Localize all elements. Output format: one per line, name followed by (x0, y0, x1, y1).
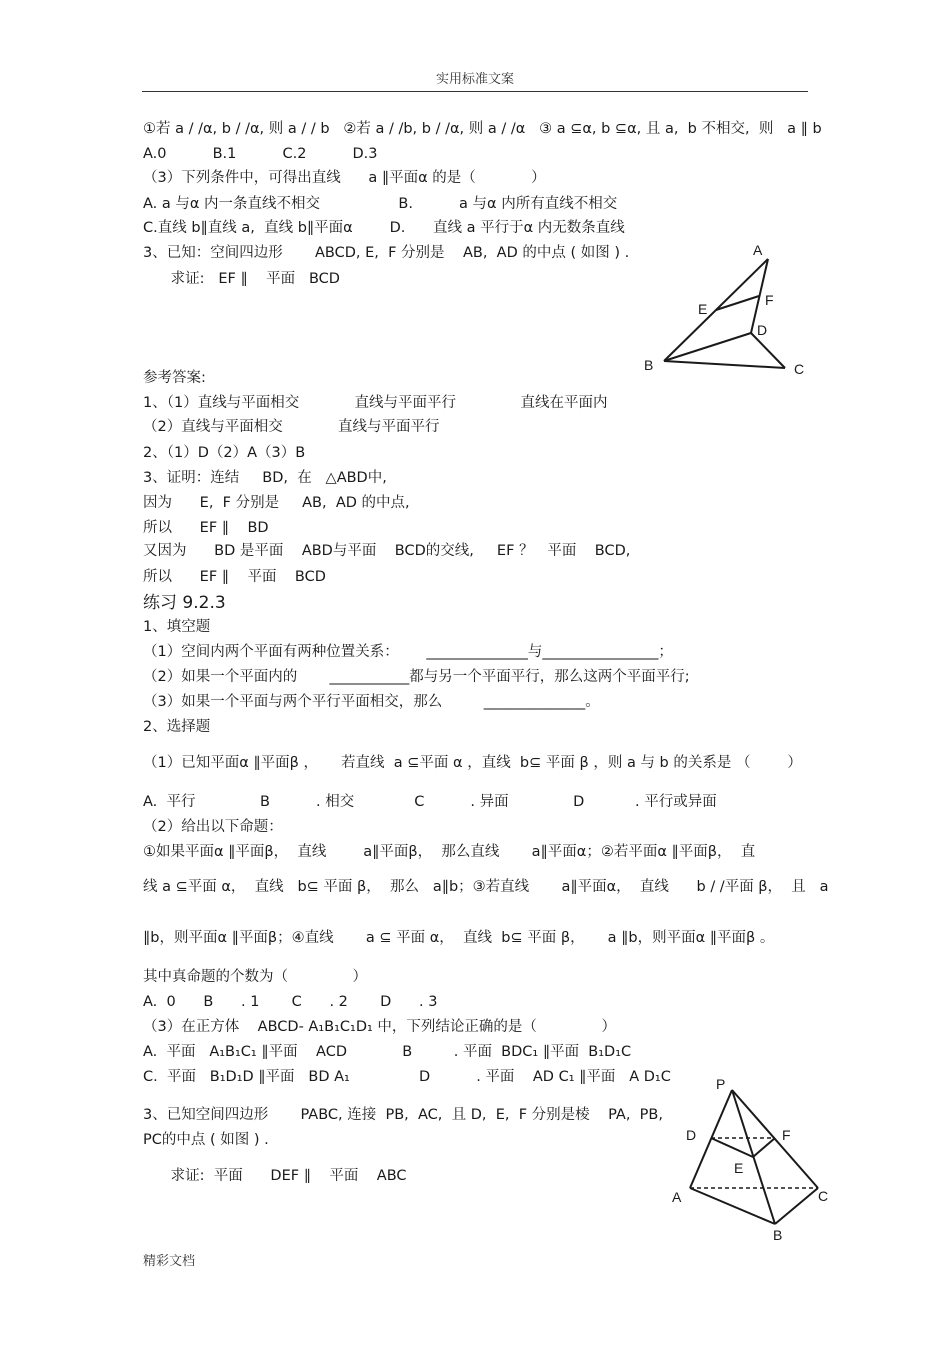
vertex-label: A (672, 1189, 682, 1205)
vertex-label: F (765, 292, 774, 308)
vertex-label: F (782, 1127, 791, 1143)
text-line: 又因为 BD 是平面 ABD与平面 BCD的交线, EF ？ 平面 BCD, (143, 543, 631, 559)
text-line: 1、（1）直线与平面相交 直线与平面平行 直线在平面内 (143, 395, 608, 411)
text-line: （2）给出以下命题： (143, 819, 283, 835)
text-line: A. 0 B . 1 C . 2 D . 3 (143, 994, 438, 1010)
text-line: ①若 a / /α, b / /α, 则 a / / b ②若 a / /b, b / /α, 则 a / /α ③ a ⊆α, b ⊆α, 且 a, b 不相交, 则 a ∥ b (143, 121, 822, 137)
text-line: 线 a ⊆平面 α， 直线 b⊆ 平面 β， 那么 a∥b；③若直线 a∥平面α， 直线 b / /平面 β， 且 a (143, 879, 829, 895)
text-line: 参考答案: (143, 370, 206, 386)
tetrahedron-figure (660, 1072, 840, 1247)
text-line: A. a 与α 内一条直线不相交 B. a 与α 内所有直线不相交 (143, 196, 618, 212)
page-footer: 精彩文档 (143, 1254, 196, 1269)
text-line: （1）空间内两个平面有两种位置关系： ______________与________________； (143, 644, 673, 660)
vertex-label: C (794, 361, 805, 377)
page-header: 实用标准文案 (435, 72, 514, 87)
vertex-label: B (644, 357, 654, 373)
header-divider (142, 91, 808, 92)
text-line: 求证: EF ∥ 平面 BCD (143, 271, 340, 287)
text-line: 其中真命题的个数为（ ） (143, 969, 368, 985)
text-line: 因为 E, F 分别是 AB, AD 的中点, (143, 495, 410, 511)
text-line: A. 平行 B . 相交 C . 异面 D . 平行或异面 (143, 794, 717, 810)
text-line: C. 平面 B₁D₁D ∥平面 BD A₁ D . 平面 AD C₁ ∥平面 A D₁C (143, 1069, 671, 1085)
segment-DE (711, 1138, 753, 1157)
text-line: ∥b，则平面α ∥平面β；④直线 a ⊆ 平面 α， 直线 b⊆ 平面 β， a ∥b，则平面α ∥平面β 。 (143, 930, 775, 946)
vertex-label: B (773, 1227, 783, 1243)
text-line: （2）如果一个平面内的 ___________都与另一个平面平行，那么这两个平面平行; (143, 669, 690, 685)
text-line: 所以 EF ∥ BD (143, 520, 269, 536)
vertex-label: D (757, 322, 768, 338)
text-line: ①如果平面α ∥平面β， 直线 a∥平面β， 那么直线 a∥平面α；②若平面α ∥平面β， 直 (143, 844, 756, 860)
vertex-label: D (686, 1127, 697, 1143)
text-line: 求证: 平面 DEF ∥ 平面 ABC (143, 1168, 407, 1184)
quadrilateral-figure (630, 235, 820, 385)
text-line: C.直线 b∥直线 a, 直线 b∥平面α D. 直线 a 平行于α 内无数条直线 (143, 220, 625, 236)
text-line: （2）直线与平面相交 直线与平面平行 (143, 419, 440, 435)
edge-DC (751, 333, 785, 368)
text-line: 3、证明：连结 BD, 在 △ABD中, (143, 470, 387, 486)
text-line: （3）如果一个平面与两个平行平面相交，那么 ______________。 (143, 694, 600, 710)
text-line: （3）下列条件中，可得出直线 a ∥平面α 的是（ ） (143, 170, 546, 186)
edge-AB (690, 1188, 775, 1224)
text-line: 2、选择题 (143, 719, 211, 735)
text-line: 1、填空题 (143, 619, 211, 635)
section-title: 练习 9.2.3 (143, 593, 226, 613)
vertex-label: C (818, 1188, 829, 1204)
vertex-label: E (698, 301, 708, 317)
text-line: PC的中点 ( 如图 ) . (143, 1132, 269, 1148)
text-line: （1）已知平面α ∥平面β ， 若直线 a ⊆平面 α ，直线 b⊆ 平面 β ，则 a 与 b 的关系是 （ ） (143, 755, 802, 771)
edge-CB (775, 1188, 818, 1224)
text-line: 2、（1）D（2）A（3）B (143, 445, 306, 461)
vertex-label: A (753, 242, 763, 258)
text-line: A.0 B.1 C.2 D.3 (143, 146, 378, 162)
text-line: A. 平面 A₁B₁C₁ ∥平面 ACD B . 平面 BDC₁ ∥平面 B₁D₁C (143, 1044, 632, 1060)
text-line: 所以 EF ∥ 平面 BCD (143, 569, 326, 585)
text-line: 3、已知空间四边形 PABC, 连接 PB, AC, 且 D, E, F 分别是棱 PA, PB, (143, 1107, 663, 1123)
text-line: （3）在正方体 ABCD- A₁B₁C₁D₁ 中，下列结论正确的是（ ） (143, 1019, 616, 1035)
vertex-label: P (716, 1076, 726, 1092)
vertex-label: E (734, 1160, 744, 1176)
edge-BC (664, 361, 785, 368)
text-line: 3、已知：空间四边形 ABCD, E, F 分别是 AB, AD 的中点 ( 如图 ) . (143, 245, 630, 261)
segment-EF (753, 1138, 775, 1157)
